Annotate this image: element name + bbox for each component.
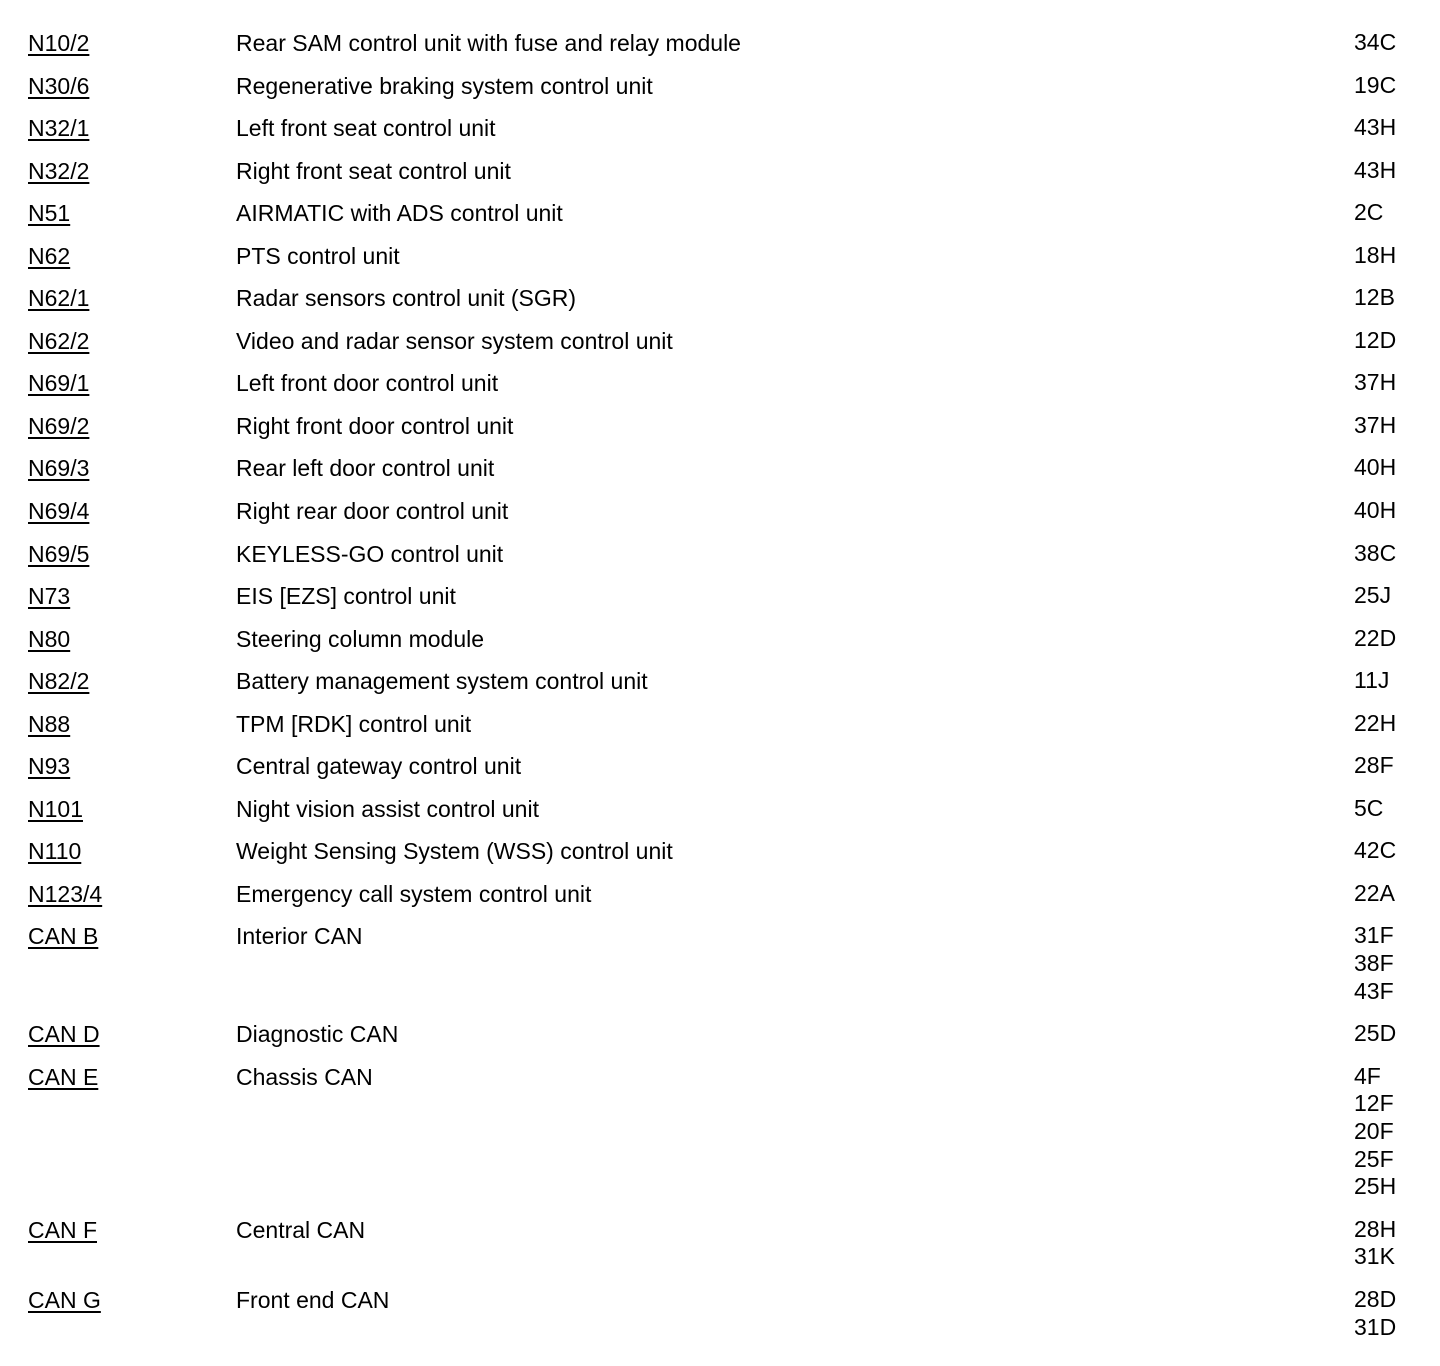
grid-reference: 38F xyxy=(1354,950,1394,977)
legend-code-cell xyxy=(0,922,236,951)
grid-reference: 25H xyxy=(1354,1173,1397,1200)
grid-reference: 4F xyxy=(1354,1062,1381,1089)
legend-row xyxy=(0,795,1440,838)
grid-reference: 37H xyxy=(1354,411,1397,438)
component-description: Chassis CAN xyxy=(236,1063,373,1090)
grid-reference-list xyxy=(1354,710,1440,738)
grid-reference-list xyxy=(1354,157,1440,185)
component-description: Right rear door control unit xyxy=(236,498,509,525)
grid-reference-list xyxy=(1354,454,1440,482)
grid-reference-list xyxy=(1354,625,1440,653)
legend-row xyxy=(0,710,1440,753)
component-code-link[interactable]: N32/2 xyxy=(28,157,90,184)
legend-code-cell xyxy=(0,497,236,526)
legend-code-cell xyxy=(0,710,236,739)
component-code-link[interactable]: CAN B xyxy=(28,923,99,950)
legend-code-cell xyxy=(0,284,236,313)
grid-reference-list xyxy=(1354,72,1440,100)
component-code-link[interactable]: N69/1 xyxy=(28,370,90,397)
grid-reference: 22A xyxy=(1354,879,1395,906)
grid-reference-list xyxy=(1354,922,1440,1005)
legend-row xyxy=(0,1063,1440,1216)
legend-row xyxy=(0,922,1440,1020)
component-description: AIRMATIC with ADS control unit xyxy=(236,200,563,227)
legend-code-cell xyxy=(0,837,236,866)
component-description: Left front door control unit xyxy=(236,370,499,397)
grid-reference: 5C xyxy=(1354,794,1384,821)
grid-reference-list xyxy=(1354,752,1440,780)
component-code-link[interactable]: N30/6 xyxy=(28,72,90,99)
grid-reference: 28F xyxy=(1354,752,1394,779)
legend-row xyxy=(0,540,1440,583)
component-code-link[interactable]: N88 xyxy=(28,710,71,737)
component-description: Front end CAN xyxy=(236,1287,390,1314)
component-description: TPM [RDK] control unit xyxy=(236,710,472,737)
component-code-link[interactable]: N69/4 xyxy=(28,498,90,525)
legend-row xyxy=(0,880,1440,923)
grid-reference-list xyxy=(1354,412,1440,440)
component-description: Interior CAN xyxy=(236,923,363,950)
component-description: Central gateway control unit xyxy=(236,753,522,780)
grid-reference: 20F xyxy=(1354,1118,1394,1145)
grid-reference: 31K xyxy=(1354,1243,1395,1270)
component-code-link[interactable]: N62 xyxy=(28,242,71,269)
component-description: Video and radar sensor system control unit xyxy=(236,327,673,354)
component-description: KEYLESS-GO control unit xyxy=(236,540,504,567)
grid-reference-list xyxy=(1354,1020,1440,1048)
legend-row xyxy=(0,242,1440,285)
component-code-link[interactable]: CAN F xyxy=(28,1216,97,1243)
legend-row xyxy=(0,1216,1440,1286)
grid-reference: 19C xyxy=(1354,71,1397,98)
component-code-link[interactable]: N10/2 xyxy=(28,30,90,56)
legend-code-cell xyxy=(0,752,236,781)
legend-code-cell xyxy=(0,327,236,356)
component-description: Left front seat control unit xyxy=(236,115,496,142)
grid-reference: 43F xyxy=(1354,977,1394,1004)
grid-reference: 2C xyxy=(1354,199,1384,226)
legend-row xyxy=(0,582,1440,625)
legend-row xyxy=(0,454,1440,497)
grid-reference-list xyxy=(1354,114,1440,142)
grid-reference: 22D xyxy=(1354,624,1397,651)
grid-reference-list xyxy=(1354,199,1440,227)
legend-row xyxy=(0,752,1440,795)
component-description: Weight Sensing System (WSS) control unit xyxy=(236,838,673,865)
component-description: Steering column module xyxy=(236,625,485,652)
grid-reference: 12F xyxy=(1354,1090,1394,1117)
legend-code-cell xyxy=(0,1286,236,1315)
component-code-link[interactable]: N93 xyxy=(28,753,71,780)
grid-reference-list xyxy=(1354,582,1440,610)
grid-reference-list xyxy=(1354,369,1440,397)
component-code-link[interactable]: CAN D xyxy=(28,1021,100,1048)
legend-code-cell xyxy=(0,1063,236,1092)
legend-row xyxy=(0,72,1440,115)
grid-reference: 34C xyxy=(1354,29,1397,55)
legend-code-cell xyxy=(0,795,236,824)
component-description: Battery management system control unit xyxy=(236,668,648,695)
grid-reference-list xyxy=(1354,497,1440,525)
grid-reference: 12B xyxy=(1354,284,1395,311)
legend-code-cell xyxy=(0,880,236,909)
legend-code-cell xyxy=(0,1216,236,1245)
grid-reference: 18H xyxy=(1354,241,1397,268)
component-code-link[interactable]: N69/2 xyxy=(28,412,90,439)
component-code-link[interactable]: N69/5 xyxy=(28,540,90,567)
legend-row xyxy=(0,1020,1440,1063)
legend-code-cell xyxy=(0,369,236,398)
legend-code-cell xyxy=(0,114,236,143)
component-code-link[interactable]: N51 xyxy=(28,200,71,227)
component-code-link[interactable]: N73 xyxy=(28,583,71,610)
legend-row xyxy=(0,157,1440,200)
grid-reference-list xyxy=(1354,540,1440,568)
grid-reference: 12D xyxy=(1354,326,1397,353)
legend-code-cell xyxy=(0,582,236,611)
grid-reference: 31F xyxy=(1354,922,1394,949)
component-description: Rear SAM control unit with fuse and relay module xyxy=(236,30,741,56)
grid-reference-list xyxy=(1354,1216,1440,1271)
legend-code-cell xyxy=(0,199,236,228)
grid-reference: 28D xyxy=(1354,1286,1397,1313)
legend-row xyxy=(0,1286,1440,1356)
component-description: Night vision assist control unit xyxy=(236,795,539,822)
grid-reference: 25F xyxy=(1354,1145,1394,1172)
legend-code-cell xyxy=(0,157,236,186)
component-code-link[interactable]: N110 xyxy=(28,838,82,865)
component-code-link[interactable]: N80 xyxy=(28,625,71,652)
grid-reference: 40H xyxy=(1354,497,1397,524)
legend-code-cell xyxy=(0,29,236,58)
grid-reference-list xyxy=(1354,29,1440,57)
legend-code-cell xyxy=(0,454,236,483)
component-code-link[interactable]: N69/3 xyxy=(28,455,90,482)
legend-code-cell xyxy=(0,667,236,696)
component-code-link[interactable]: CAN G xyxy=(28,1287,101,1314)
component-description: Right front seat control unit xyxy=(236,157,511,184)
grid-reference-list xyxy=(1354,837,1440,865)
grid-reference-list xyxy=(1354,880,1440,908)
legend-row xyxy=(0,497,1440,540)
component-description: Right front door control unit xyxy=(236,412,514,439)
component-code-link[interactable]: N32/1 xyxy=(28,115,90,142)
legend-row xyxy=(0,369,1440,412)
legend-row xyxy=(0,625,1440,668)
component-code-link[interactable]: N62/1 xyxy=(28,285,90,312)
legend-row xyxy=(0,412,1440,455)
grid-reference-list xyxy=(1354,667,1440,695)
grid-reference-list xyxy=(1354,795,1440,823)
component-code-link[interactable]: CAN E xyxy=(28,1063,99,1090)
legend-row xyxy=(0,284,1440,327)
component-description: PTS control unit xyxy=(236,242,400,269)
grid-reference: 31D xyxy=(1354,1313,1397,1340)
legend-code-cell xyxy=(0,72,236,101)
legend-code-cell xyxy=(0,1020,236,1049)
component-description: Emergency call system control unit xyxy=(236,880,592,907)
grid-reference: 43H xyxy=(1354,156,1397,183)
component-code-link[interactable]: N62/2 xyxy=(28,327,90,354)
legend-code-cell xyxy=(0,412,236,441)
grid-reference: 38C xyxy=(1354,539,1397,566)
grid-reference: 11J xyxy=(1354,667,1390,694)
component-description: Diagnostic CAN xyxy=(236,1021,399,1048)
component-description: Regenerative braking system control unit xyxy=(236,72,653,99)
legend-row xyxy=(0,837,1440,880)
legend-code-cell xyxy=(0,242,236,271)
legend-row xyxy=(0,29,1440,72)
legend-row xyxy=(0,114,1440,157)
legend-row xyxy=(0,667,1440,710)
grid-reference: 40H xyxy=(1354,454,1397,481)
legend-row xyxy=(0,199,1440,242)
component-code-link[interactable]: N101 xyxy=(28,795,83,822)
legend-row xyxy=(0,327,1440,370)
grid-reference-list xyxy=(1354,284,1440,312)
grid-reference: 37H xyxy=(1354,369,1397,396)
grid-reference: 22H xyxy=(1354,709,1397,736)
component-description: Rear left door control unit xyxy=(236,455,495,482)
grid-reference: 43H xyxy=(1354,114,1397,141)
grid-reference-list xyxy=(1354,327,1440,355)
legend-code-cell xyxy=(0,625,236,654)
component-code-link[interactable]: N123/4 xyxy=(28,880,103,907)
grid-reference: 25D xyxy=(1354,1020,1397,1047)
grid-reference-list xyxy=(1354,242,1440,270)
grid-reference-list xyxy=(1354,1063,1440,1201)
component-description: EIS [EZS] control unit xyxy=(236,583,456,610)
component-description: Radar sensors control unit (SGR) xyxy=(236,285,577,312)
grid-reference: 42C xyxy=(1354,837,1397,864)
grid-reference: 25J xyxy=(1354,582,1392,609)
component-description: Central CAN xyxy=(236,1216,366,1243)
component-code-link[interactable]: N82/2 xyxy=(28,668,90,695)
grid-reference: 28H xyxy=(1354,1215,1397,1242)
grid-reference-list xyxy=(1354,1286,1440,1341)
legend-code-cell xyxy=(0,540,236,569)
